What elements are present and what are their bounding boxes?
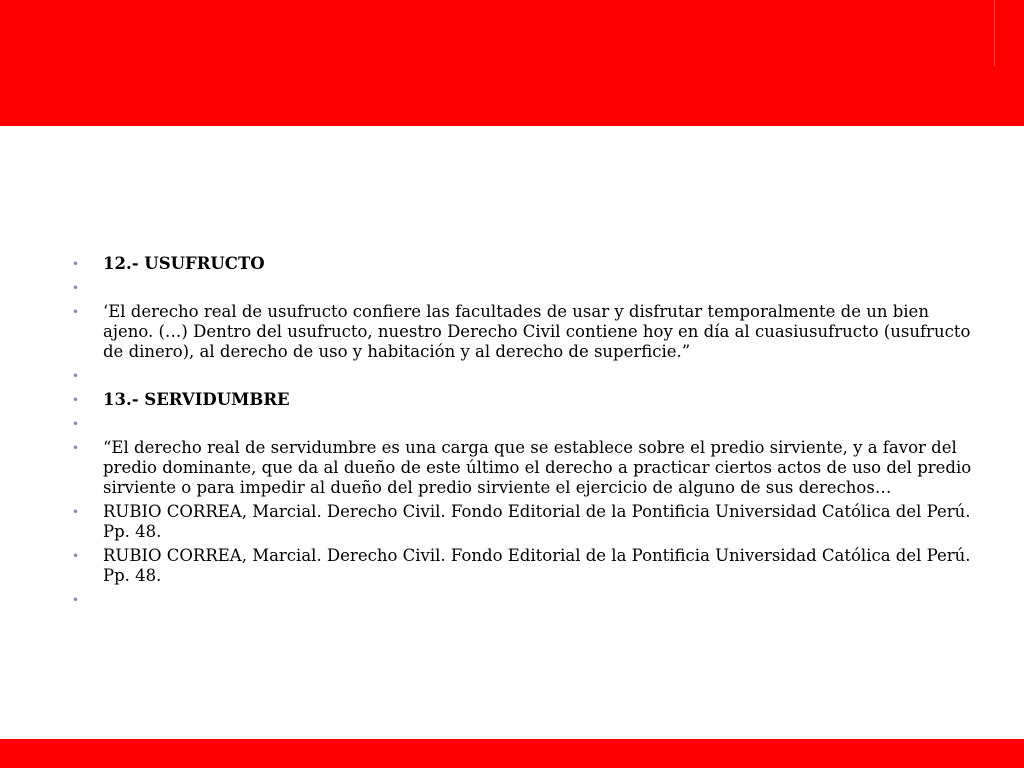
- bullet-icon: •: [72, 369, 80, 383]
- bullet-icon: •: [72, 281, 80, 295]
- band-divider-line: [994, 0, 995, 66]
- list-item-empty: [72, 278, 972, 298]
- top-red-band: [0, 0, 1024, 126]
- bullet-list: [72, 254, 972, 614]
- list-item-citation: [72, 502, 972, 542]
- citation-text: RUBIO CORREA, Marcial. Derecho Civil. Fondo Editorial de la Pontificia Universidad Católica del Perú. Pp. 48.: [103, 502, 971, 541]
- list-item-servidumbre-quote: [72, 438, 972, 498]
- list-item-usufructo-heading: [72, 254, 972, 274]
- servidumbre-quote-text: “El derecho real de servidumbre es una carga que se establece sobre el predio sirviente, y a favor del predio dominante, que da al dueño de este último el derecho a practicar ciertos actos de uso del predio sirviente o para impedir al dueño del predio sirviente el ejercicio de alguno de sus derechos…: [103, 438, 972, 497]
- heading-servidumbre: 13.- SERVIDUMBRE: [103, 390, 290, 409]
- bullet-icon: •: [72, 305, 80, 319]
- list-item-citation: [72, 546, 972, 586]
- usufructo-quote-text: ‘El derecho real de usufructo confiere las facultades de usar y disfrutar temporalmente de un bien ajeno. (…) Dentro del usufructo, nuestro Derecho Civil contiene hoy en día al cuasiusufructo (usufructo de dinero), al derecho de uso y habitación y al derecho de superficie.”: [103, 302, 971, 361]
- bullet-icon: •: [72, 549, 80, 563]
- bottom-red-band: [0, 739, 1024, 768]
- list-item-empty: [72, 414, 972, 434]
- citation-text: RUBIO CORREA, Marcial. Derecho Civil. Fondo Editorial de la Pontificia Universidad Católica del Perú. Pp. 48.: [103, 546, 971, 585]
- heading-usufructo: 12.- USUFRUCTO: [103, 254, 265, 273]
- bullet-icon: •: [72, 505, 80, 519]
- bullet-icon: •: [72, 417, 80, 431]
- list-item-servidumbre-heading: [72, 390, 972, 410]
- bullet-icon: •: [72, 393, 80, 407]
- bullet-icon: •: [72, 593, 80, 607]
- list-item-empty: [72, 366, 972, 386]
- list-item-empty: [72, 590, 972, 610]
- bullet-icon: •: [72, 257, 80, 271]
- bullet-icon: •: [72, 441, 80, 455]
- list-item-usufructo-quote: [72, 302, 972, 362]
